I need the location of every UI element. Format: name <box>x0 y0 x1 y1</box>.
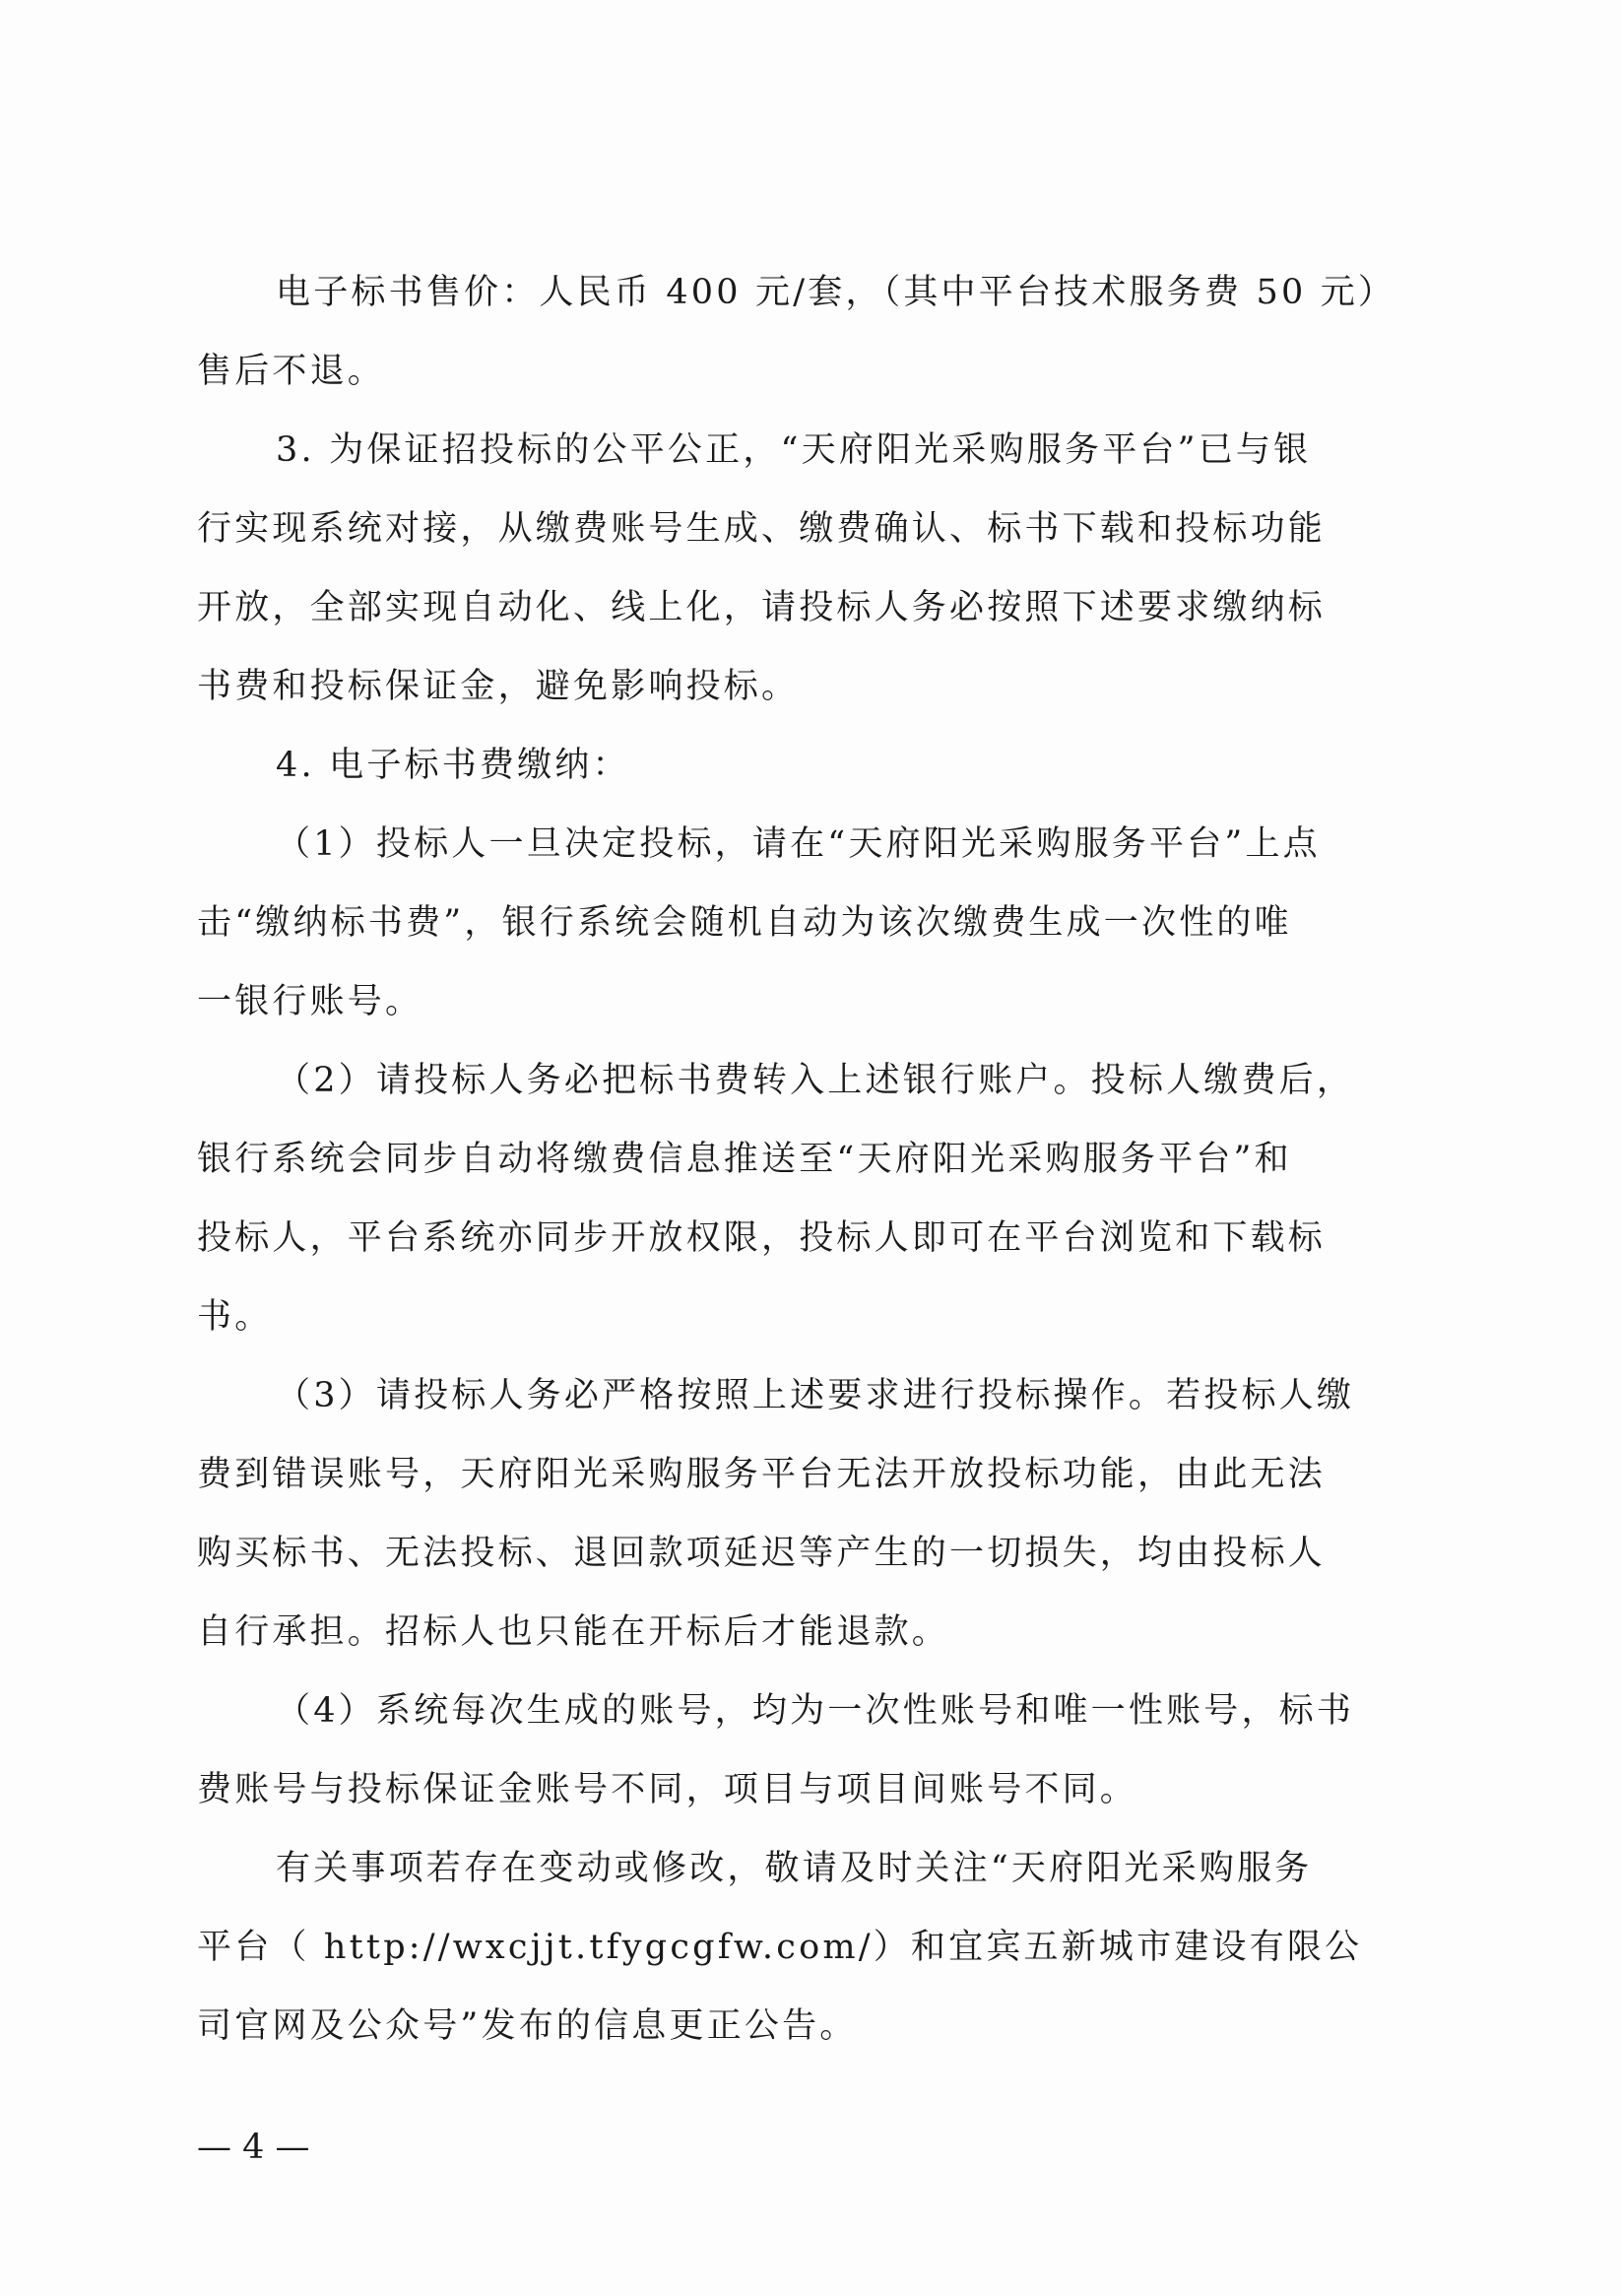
text-line: 自行承担。招标人也只能在开标后才能退款。 <box>197 1612 950 1652</box>
text-line: 电子标书售价：人民币 400 元/套，（其中平台技术服务费 50 元） <box>276 273 1396 312</box>
text-line: 书费和投标保证金，避免影响投标。 <box>197 667 800 706</box>
text-line: 有关事项若存在变动或修改，敬请及时关注“天府阳光采购服务 <box>276 1849 1313 1888</box>
text-line: 3. 为保证招投标的公平公正，“天府阳光采购服务平台”已与银 <box>276 430 1312 470</box>
text-line: 投标人，平台系统亦同步开放权限，投标人即可在平台浏览和下载标 <box>197 1218 1327 1258</box>
text-line: 一银行账号。 <box>197 982 423 1021</box>
text-line: 平台（ http://wxcjjt.tfygcgfw.com/）和宜宾五新城市建设有限公 <box>197 1928 1363 1967</box>
text-line: （2）请投标人务必把标书费转入上述银行账户。投标人缴费后， <box>276 1061 1355 1100</box>
text-line: 售后不退。 <box>197 352 386 391</box>
text-line: 击“缴纳标书费”，银行系统会随机自动为该次缴费生成一次性的唯 <box>197 903 1292 943</box>
text-line: 购买标书、无法投标、退回款项延迟等产生的一切损失，均由投标人 <box>197 1534 1327 1573</box>
text-line: 司官网及公众号”发布的信息更正公告。 <box>197 2006 858 2046</box>
text-line: 银行系统会同步自动将缴费信息推送至“天府阳光采购服务平台”和 <box>197 1140 1292 1179</box>
text-line: 书。 <box>197 1297 273 1337</box>
text-line: 4. 电子标书费缴纳： <box>276 746 630 785</box>
text-line: 费到错误账号，天府阳光采购服务平台无法开放投标功能，由此无法 <box>197 1455 1327 1494</box>
page-number: — 4 — <box>197 2128 310 2167</box>
text-line: 行实现系统对接，从缴费账号生成、缴费确认、标书下载和投标功能 <box>197 509 1327 549</box>
text-line: 开放，全部实现自动化、线上化，请投标人务必按照下述要求缴纳标 <box>197 588 1327 627</box>
text-line: （4）系统每次生成的账号，均为一次性账号和唯一性账号，标书 <box>276 1691 1355 1731</box>
text-line: （3）请投标人务必严格按照上述要求进行投标操作。若投标人缴 <box>276 1376 1355 1415</box>
text-line: （1）投标人一旦决定投标，请在“天府阳光采购服务平台”上点 <box>276 824 1321 864</box>
text-line: 费账号与投标保证金账号不同，项目与项目间账号不同。 <box>197 1770 1138 1809</box>
